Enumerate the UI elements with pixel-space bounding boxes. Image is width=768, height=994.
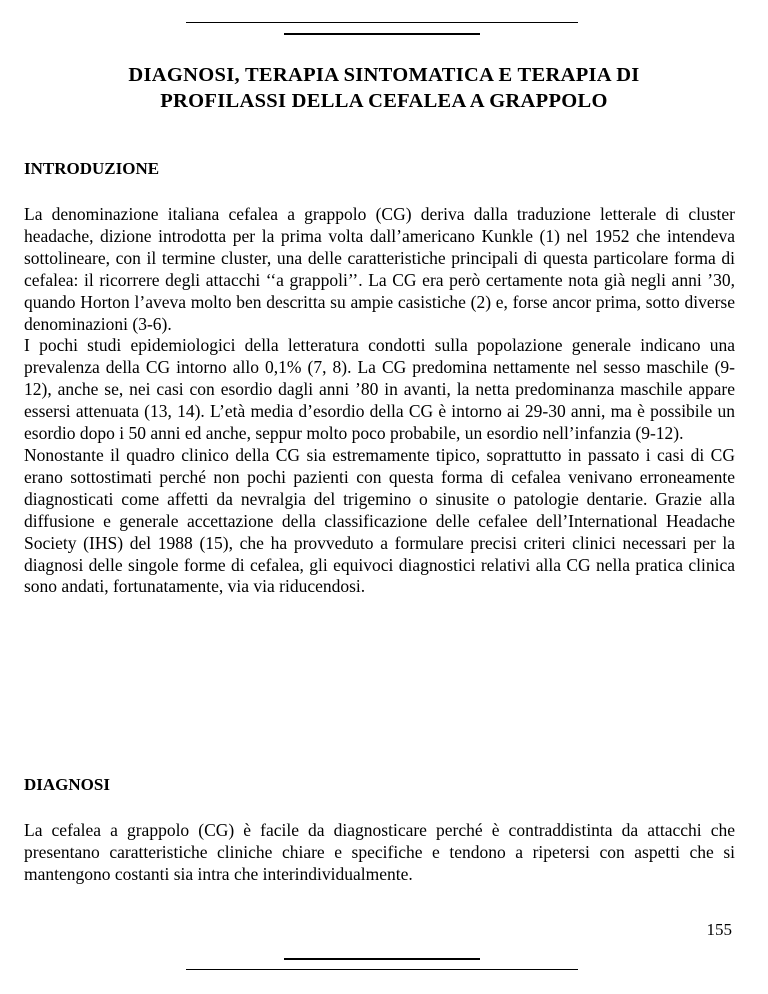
document-title: [24, 62, 744, 114]
title-line-1: DIAGNOSI, TERAPIA SINTOMATICA E TERAPIA DI: [128, 64, 640, 86]
page-number: 155: [706, 920, 732, 939]
paragraph: La cefalea a grappolo (CG) è facile da diagnosticare perché è contraddistinta da attacchi che presentano caratteristiche cliniche chiare e specifiche e tendono a ripetersi con aspetti che si mantengono costanti sia intra che interindividualmente.: [24, 820, 735, 884]
bottom-rule-long: [186, 969, 578, 970]
paragraph: La denominazione italiana cefalea a grappolo (CG) deriva dalla traduzione letterale di cluster headache, dizione introdotta per la prima volta dall’americano Kunkle (1) nel 1952 che intendeva sottolineare, con il termine cluster, una delle caratteristiche principali di questa particolare forma di cefalea: il ricorrere degli attacchi ‘‘a grappoli’’. La CG era però certamente nota già negli anni ’30, quando Horton l’aveva molto ben descritta su ampie casistiche (2) e, forse ancor prima, sotto diverse denominazioni (3-6).: [24, 204, 735, 334]
section-body-diagnosi: [24, 820, 735, 886]
paragraph: Nonostante il quadro clinico della CG sia estremamente tipico, soprattutto in passato i casi di CG erano sottostimati perché non pochi pazienti con questa forma di cefalea venivano erroneamente diagnosticati come affetti da nevralgia del trigemino o sinusite o patologie dentarie. Grazie alla diffusione e generale accettazione della classificazione delle cefalee dell’International Headache Society (IHS) del 1988 (15), che ha provveduto a formulare precisi criteri clinici necessari per la diagnosi delle singole forme di cefalea, gli equivoci diagnostici relativi alla CG nella pratica clinica sono andati, fortunatamente, via via riducendosi.: [24, 444, 735, 597]
section-heading-diagnosi: DIAGNOSI: [24, 775, 110, 794]
paragraph: I pochi studi epidemiologici della letteratura condotti sulla popolazione generale indicano una prevalenza della CG intorno allo 0,1% (7, 8). La CG predomina nettamente nel sesso maschile (9-12), anche se, nei casi con esordio dagli anni ’80 in avanti, la netta predominanza maschile appare essersi attenuata (13, 14). L’età media d’esordio della CG è intorno ai 29-30 anni, ma è possibile un esordio dopo i 50 anni ed anche, seppur molto poco probabile, un esordio nell’infanzia (9-12).: [24, 335, 735, 444]
bottom-rule-short: [284, 958, 480, 960]
top-rule-short: [284, 33, 480, 35]
title-line-2: PROFILASSI DELLA CEFALEA A GRAPPOLO: [160, 90, 608, 112]
section-heading-introduzione: INTRODUZIONE: [24, 159, 160, 178]
top-rule-long: [186, 22, 578, 23]
section-body-introduzione: [24, 204, 735, 598]
